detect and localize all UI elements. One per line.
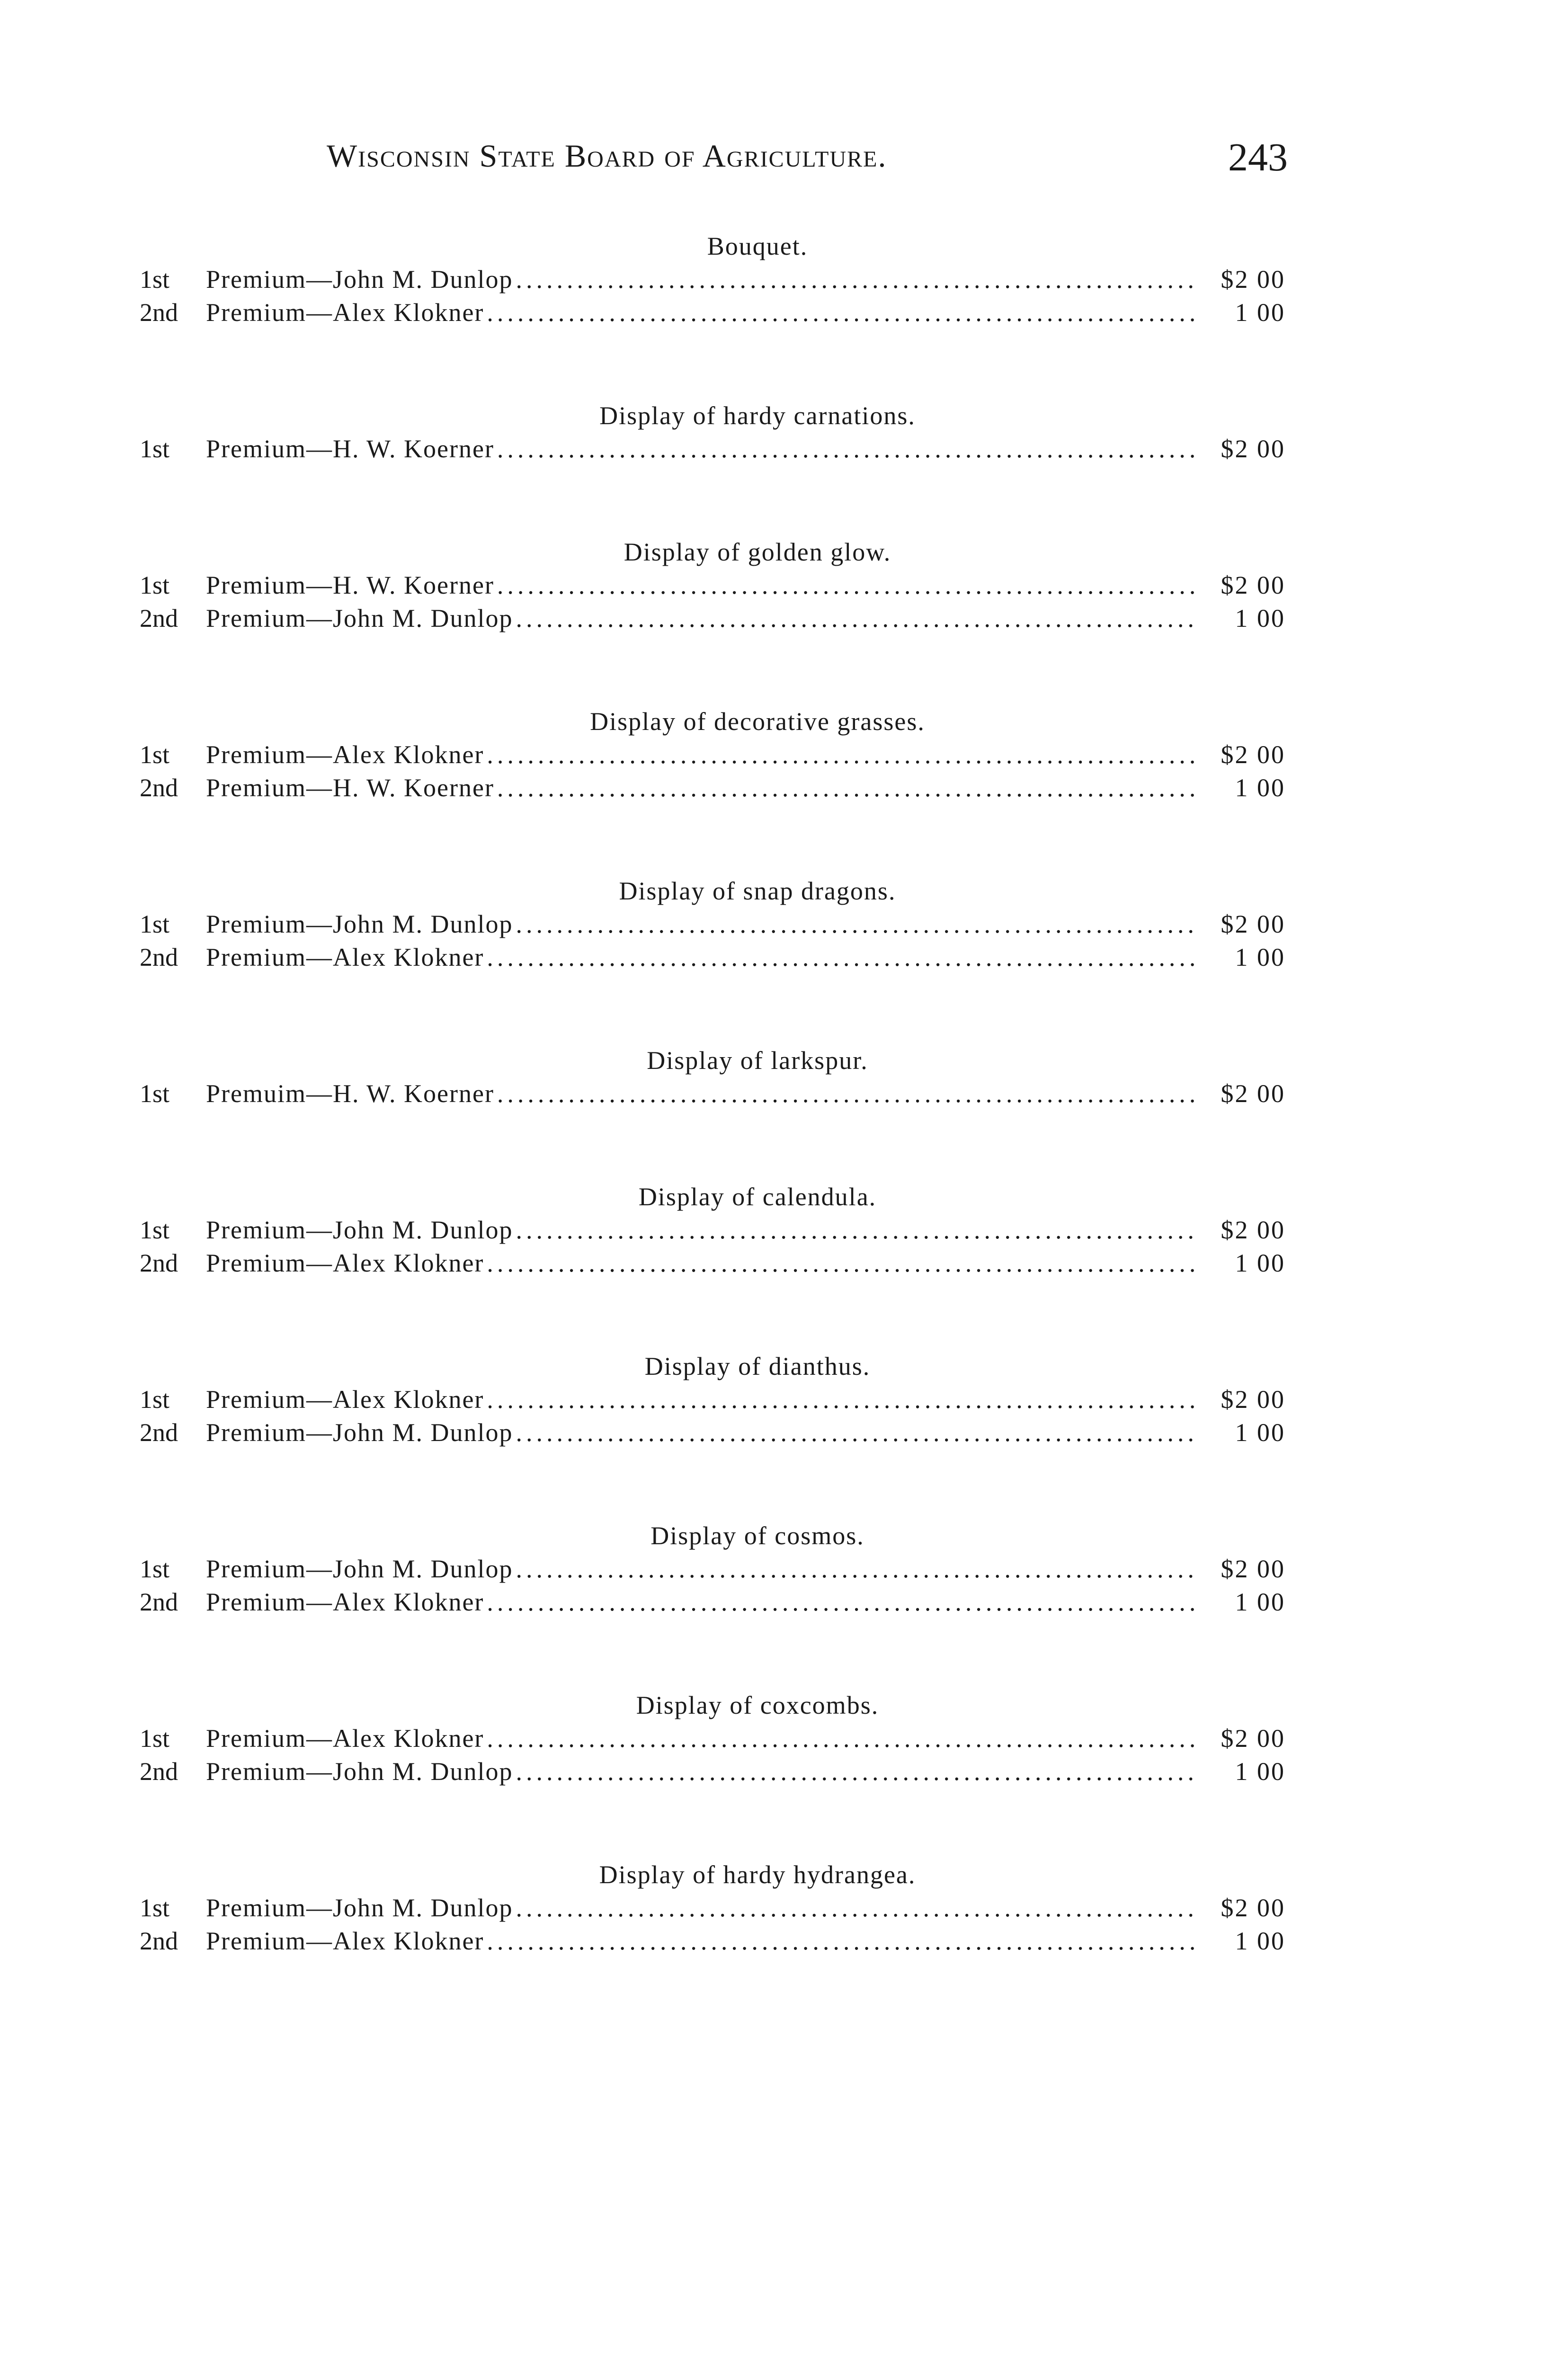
entry-amount: 1 00	[1235, 298, 1285, 327]
dot-leader	[487, 1722, 1196, 1755]
entry-place: 1st	[140, 1555, 170, 1583]
entry-amount: $2 00	[1221, 910, 1285, 938]
entry-place: 2nd	[140, 1588, 178, 1616]
entry-label: Premium—Alex Klokner	[206, 1588, 484, 1616]
entry-amount: 1 00	[1235, 1757, 1285, 1786]
premium-entry	[140, 1383, 1285, 1416]
premium-entry	[140, 1755, 1285, 1788]
entry-amount: $2 00	[1221, 265, 1285, 294]
dot-leader	[516, 1213, 1196, 1246]
premium-entry	[140, 569, 1285, 602]
running-title: Wisconsin State Board of Agriculture.	[327, 138, 887, 174]
entry-place: 1st	[140, 435, 170, 463]
premium-section	[140, 1044, 1285, 1110]
premium-section	[140, 1519, 1285, 1619]
entry-place: 1st	[140, 740, 170, 769]
entry-label: Premium—John M. Dunlop	[206, 1418, 513, 1447]
entry-label: Premium—John M. Dunlop	[206, 910, 513, 938]
entry-place: 2nd	[140, 604, 178, 632]
dot-leader	[487, 1585, 1196, 1619]
entry-label: Premium—John M. Dunlop	[206, 265, 513, 294]
dot-leader	[516, 263, 1196, 296]
premium-section	[140, 874, 1285, 974]
entry-place: 1st	[140, 1216, 170, 1244]
dot-leader	[497, 569, 1196, 602]
premium-section	[140, 1180, 1285, 1280]
entry-amount: 1 00	[1235, 1249, 1285, 1277]
entry-label: Premium—John M. Dunlop	[206, 1555, 513, 1583]
premium-entry	[140, 1891, 1285, 1924]
entry-amount: 1 00	[1235, 1418, 1285, 1447]
section-title: Display of golden glow.	[624, 538, 891, 566]
premium-section	[140, 1350, 1285, 1449]
entry-amount: $2 00	[1221, 435, 1285, 463]
section-title: Bouquet.	[707, 232, 808, 260]
entry-place: 1st	[140, 1385, 170, 1414]
dot-leader	[497, 1077, 1196, 1110]
entry-label: Premium—John M. Dunlop	[206, 1757, 513, 1786]
premium-entry	[140, 1213, 1285, 1246]
entry-label: Premium—Alex Klokner	[206, 1724, 484, 1753]
dot-leader	[497, 432, 1196, 465]
entry-place: 2nd	[140, 1249, 178, 1277]
entry-amount: $2 00	[1221, 1555, 1285, 1583]
premium-entry	[140, 263, 1285, 296]
premium-section	[140, 705, 1285, 804]
premium-entry	[140, 1246, 1285, 1280]
entry-label: Premium—Alex Klokner	[206, 740, 484, 769]
premium-entry	[140, 602, 1285, 635]
entry-place: 1st	[140, 1894, 170, 1922]
entry-place: 2nd	[140, 1757, 178, 1786]
section-title: Display of calendula.	[638, 1183, 877, 1211]
dot-leader	[516, 1416, 1196, 1449]
section-title: Display of cosmos.	[650, 1522, 864, 1550]
entry-label: Premium—Alex Klokner	[206, 1927, 484, 1955]
entry-place: 1st	[140, 1724, 170, 1753]
entry-amount: $2 00	[1221, 1079, 1285, 1108]
premium-section	[140, 1858, 1285, 1958]
entry-amount: $2 00	[1221, 1385, 1285, 1414]
entry-label: Premium—H. W. Koerner	[206, 435, 494, 463]
entry-amount: $2 00	[1221, 1724, 1285, 1753]
entry-amount: 1 00	[1235, 604, 1285, 632]
entry-amount: 1 00	[1235, 1588, 1285, 1616]
page-header	[327, 137, 1288, 194]
premium-entry	[140, 1722, 1285, 1755]
section-title: Display of snap dragons.	[619, 877, 896, 905]
entry-place: 2nd	[140, 1418, 178, 1447]
entry-amount: 1 00	[1235, 774, 1285, 802]
entry-label: Premium—John M. Dunlop	[206, 1894, 513, 1922]
premium-entry	[140, 1585, 1285, 1619]
section-title: Display of dianthus.	[644, 1352, 871, 1380]
entry-label: Premium—Alex Klokner	[206, 943, 484, 971]
section-title: Display of hardy hydrangea.	[599, 1860, 916, 1889]
entry-amount: $2 00	[1221, 740, 1285, 769]
page-number: 243	[1228, 135, 1288, 179]
premium-section	[140, 230, 1285, 329]
dot-leader	[487, 941, 1196, 974]
dot-leader	[487, 296, 1196, 329]
dot-leader	[516, 908, 1196, 941]
entry-place: 1st	[140, 1079, 170, 1108]
entry-place: 2nd	[140, 774, 178, 802]
entry-amount: $2 00	[1221, 571, 1285, 599]
dot-leader	[516, 1891, 1196, 1924]
entry-label: Premium—H. W. Koerner	[206, 571, 494, 599]
entry-label: Premium—Alex Klokner	[206, 1385, 484, 1414]
entry-label: Premium—Alex Klokner	[206, 298, 484, 327]
entry-amount: 1 00	[1235, 1927, 1285, 1955]
entry-place: 2nd	[140, 1927, 178, 1955]
entry-place: 2nd	[140, 943, 178, 971]
section-title: Display of decorative grasses.	[590, 707, 925, 736]
premium-entry	[140, 941, 1285, 974]
dot-leader	[487, 1924, 1196, 1958]
premium-entry	[140, 738, 1285, 771]
dot-leader	[487, 738, 1196, 771]
premium-entry	[140, 432, 1285, 465]
entry-place: 1st	[140, 910, 170, 938]
section-title: Display of larkspur.	[647, 1046, 868, 1075]
premium-section	[140, 1689, 1285, 1788]
premium-section	[140, 535, 1285, 635]
premium-entry	[140, 296, 1285, 329]
entry-place: 1st	[140, 265, 170, 294]
section-title: Display of coxcombs.	[636, 1691, 879, 1719]
premium-section	[140, 399, 1285, 465]
premium-entry	[140, 771, 1285, 804]
entry-label: Premium—John M. Dunlop	[206, 1216, 513, 1244]
entry-label: Premium—John M. Dunlop	[206, 604, 513, 632]
entry-place: 2nd	[140, 298, 178, 327]
dot-leader	[497, 771, 1196, 804]
entry-amount: $2 00	[1221, 1216, 1285, 1244]
dot-leader	[516, 1755, 1196, 1788]
entry-place: 1st	[140, 571, 170, 599]
dot-leader	[516, 1552, 1196, 1585]
entry-amount: 1 00	[1235, 943, 1285, 971]
premium-entry	[140, 1552, 1285, 1585]
premium-list	[140, 230, 1285, 2028]
premium-entry	[140, 1924, 1285, 1958]
premium-entry	[140, 1077, 1285, 1110]
section-title: Display of hardy carnations.	[599, 401, 916, 430]
premium-entry	[140, 908, 1285, 941]
entry-label: Premium—H. W. Koerner	[206, 774, 494, 802]
premium-entry	[140, 1416, 1285, 1449]
entry-label: Premuim—H. W. Koerner	[206, 1079, 494, 1108]
entry-label: Premium—Alex Klokner	[206, 1249, 484, 1277]
dot-leader	[516, 602, 1196, 635]
dot-leader	[487, 1383, 1196, 1416]
entry-amount: $2 00	[1221, 1894, 1285, 1922]
dot-leader	[487, 1246, 1196, 1280]
